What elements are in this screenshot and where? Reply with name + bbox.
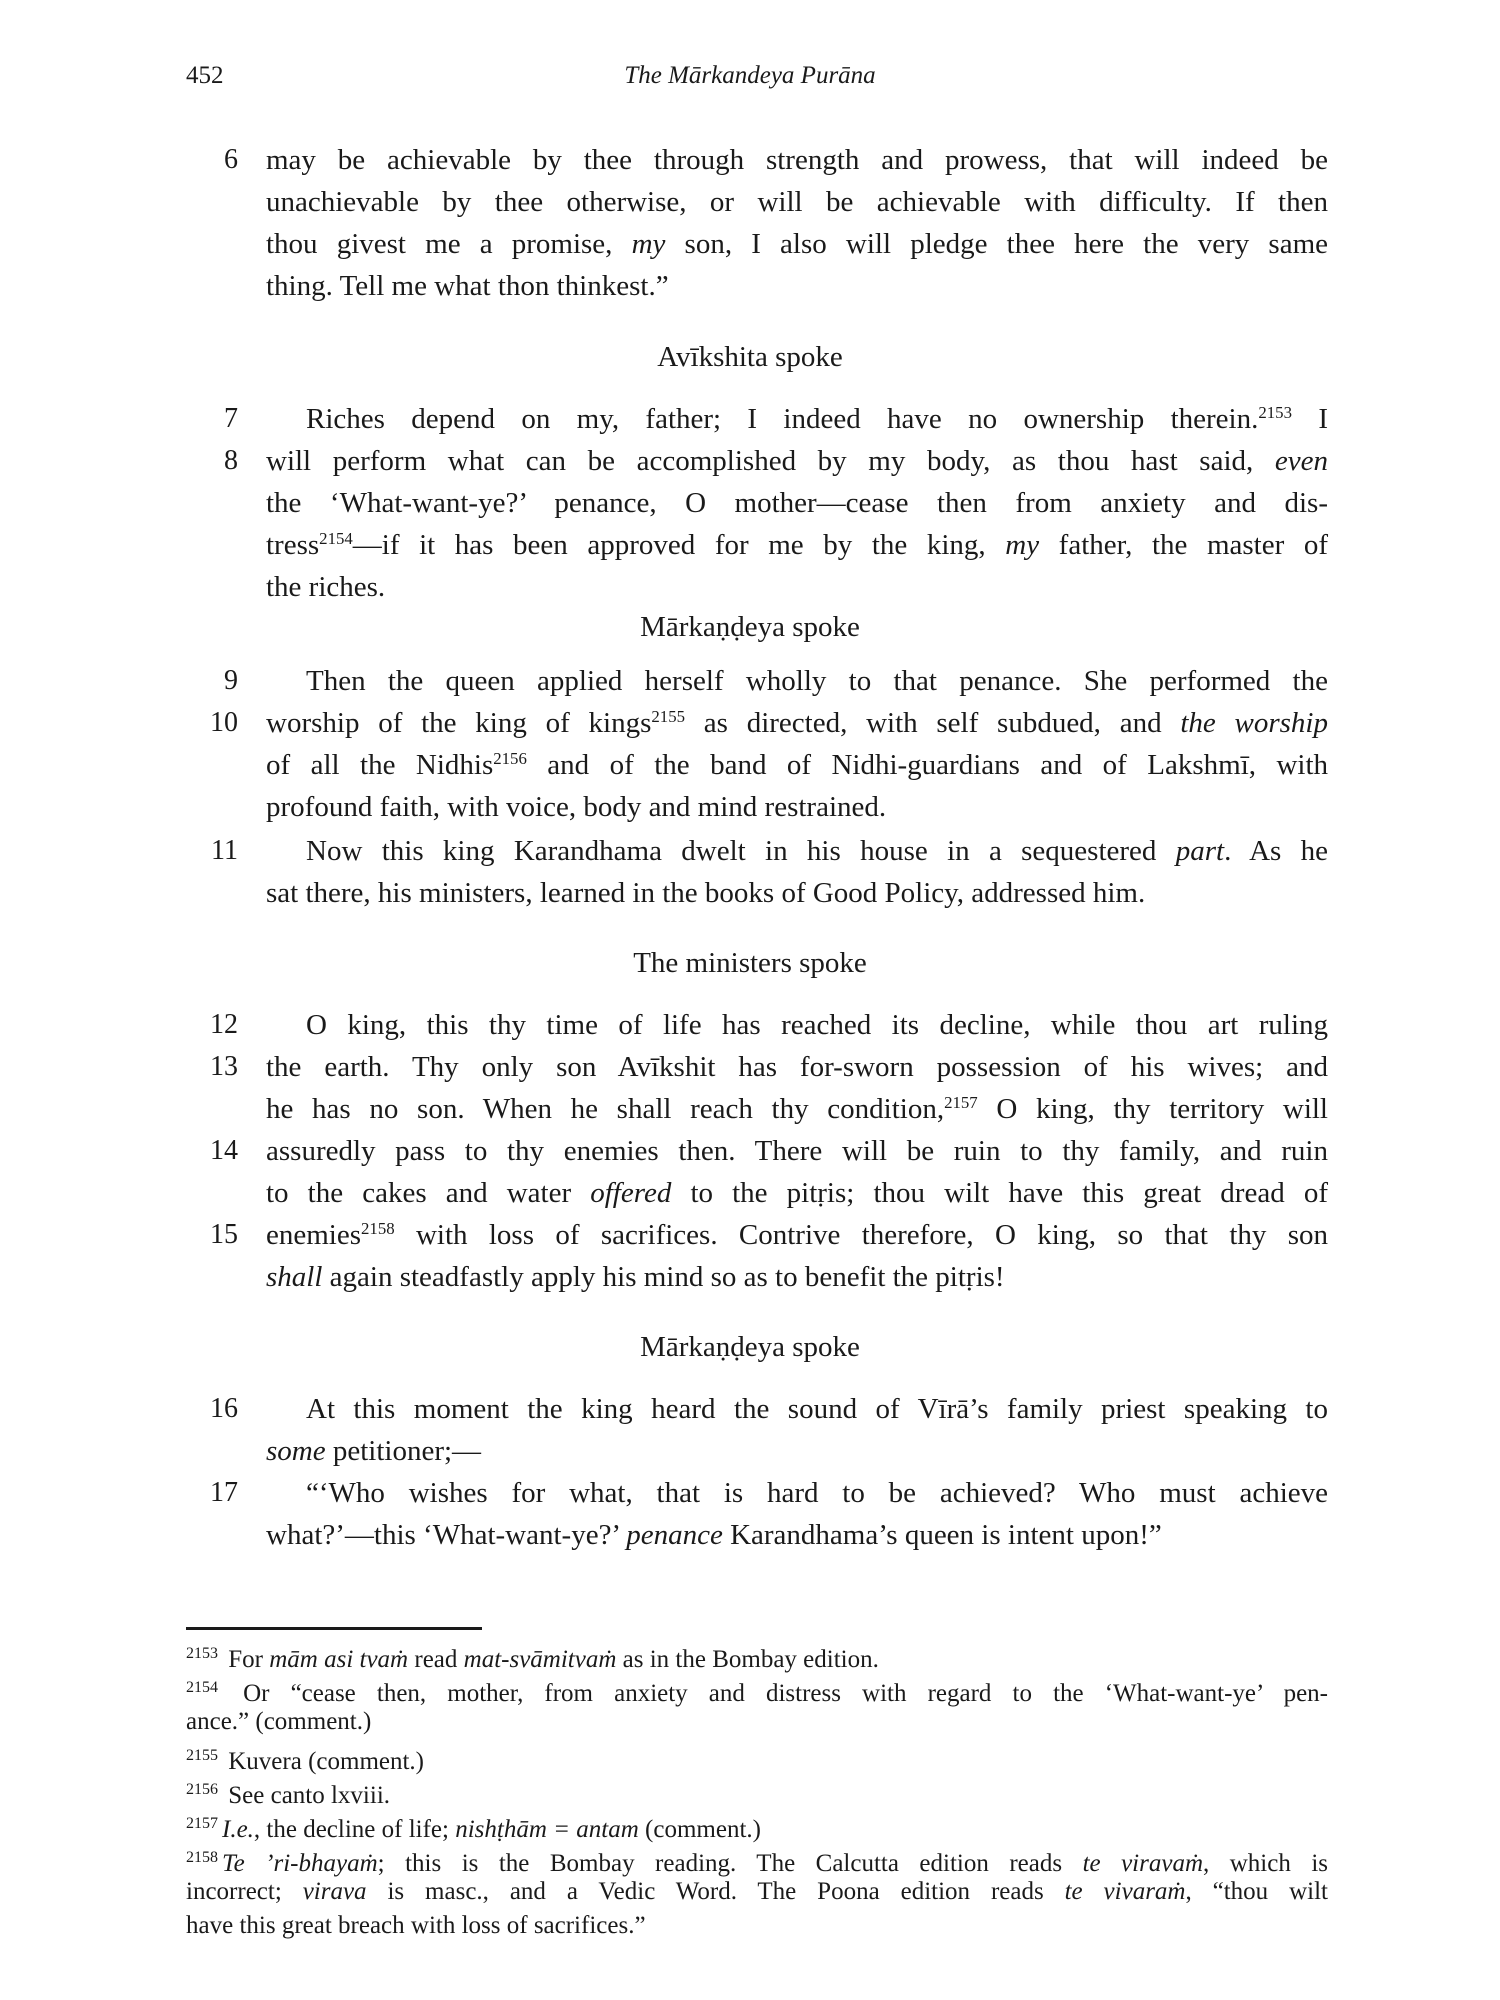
text-line: some petitioner;— <box>266 1435 482 1467</box>
verse-number: 17 <box>210 1477 238 1508</box>
text-line: what?’—this ‘What-want-ye?’ penance Karandhama’s queen is intent upon!” <box>266 1519 1162 1551</box>
text-line: thou givest me a promise, my son, I also will pledge thee here the very same <box>266 228 1328 260</box>
verse-number: 16 <box>210 1393 238 1424</box>
text-line: Then the queen applied herself wholly to that penance. She performed the <box>306 665 1328 697</box>
section-heading: The ministers spoke <box>633 947 867 979</box>
footnote: $^{2153}$ For mām asi tvaṁ read mat-svāmitvaṁ as in the Bombay edition. <box>186 1645 879 1673</box>
verse-number: 15 <box>210 1219 238 1250</box>
text-line: of all the Nidhis$^{2156}$ and of the band of Nidhi-guardians and of Lakshmī, with <box>266 748 1328 781</box>
text-line: may be achievable by thee through strength and prowess, that will indeed be <box>266 144 1328 176</box>
text-line: he has no son. When he shall reach thy condition,$^{2157}$ O king, thy territory will <box>266 1092 1328 1125</box>
footnote: $^{2156}$ See canto lxviii. <box>186 1781 391 1809</box>
text-line: the riches. <box>266 571 386 603</box>
verse-number: 11 <box>211 835 238 866</box>
text-line: At this moment the king heard the sound of Vīrā’s family priest speaking to <box>306 1393 1328 1425</box>
verse-number: 8 <box>224 445 238 476</box>
verse-number: 14 <box>210 1135 238 1166</box>
text-line: to the cakes and water offered to the pitṛis; thou wilt have this great dread of <box>266 1177 1328 1209</box>
text-line: worship of the king of kings$^{2155}$ as directed, with self subdued, and the worship <box>266 706 1328 739</box>
running-title: The Mārkandeya Purāna <box>624 62 876 89</box>
text-line: the earth. Thy only son Avīkshit has for-sworn possession of his wives; and <box>266 1051 1328 1083</box>
footnote-rule <box>186 1627 482 1630</box>
page-header <box>0 62 1500 102</box>
page-number: 452 <box>186 62 224 89</box>
section-heading: Mārkaṇḍeya spoke <box>640 1331 860 1363</box>
text-line: unachievable by thee otherwise, or will be achievable with difficulty. If then <box>266 186 1328 218</box>
footnote-continuation: incorrect; virava is masc., and a Vedic Word. The Poona edition reads te vivaraṁ, “thou wilt <box>186 1878 1328 1905</box>
section-heading: Mārkaṇḍeya spoke <box>640 611 860 643</box>
text-line: profound faith, with voice, body and mind restrained. <box>266 791 887 823</box>
text-line: will perform what can be accomplished by my body, as thou hast said, even <box>266 445 1328 477</box>
footnote: $^{2157}$ I.e., the decline of life; nishṭhām = antam (comment.) <box>186 1815 761 1843</box>
footnote-continuation: have this great breach with loss of sacrifices.” <box>186 1912 646 1939</box>
text-line: the ‘What-want-ye?’ penance, O mother—cease then from anxiety and dis- <box>266 487 1328 519</box>
text-line: Riches depend on my, father; I indeed have no ownership therein.$^{2153}$ I <box>306 402 1328 435</box>
footnote: $^{2158}$ Te ’ri-bhayaṁ; this is the Bombay reading. The Calcutta edition reads te viravaṁ, which is <box>186 1849 1328 1877</box>
verse-number: 6 <box>224 144 238 175</box>
footnote: $^{2154}$ Or “cease then, mother, from anxiety and distress with regard to the ‘What-want-ye’ pen- <box>186 1679 1328 1707</box>
text-line: assuredly pass to thy enemies then. There will be ruin to thy family, and ruin <box>266 1135 1328 1167</box>
text-line: tress$^{2154}$—if it has been approved for me by the king, my father, the master of <box>266 528 1329 561</box>
text-line: Now this king Karandhama dwelt in his house in a sequestered part. As he <box>306 835 1328 867</box>
footnote: $^{2155}$ Kuvera (comment.) <box>186 1747 425 1775</box>
verse-number: 12 <box>210 1009 238 1040</box>
text-line: enemies$^{2158}$ with loss of sacrifices. Contrive therefore, O king, so that thy son <box>266 1218 1328 1251</box>
text-line: “‘Who wishes for what, that is hard to be achieved? Who must achieve <box>306 1477 1328 1509</box>
footnote-continuation: ance.” (comment.) <box>186 1708 372 1735</box>
text-line: shall again steadfastly apply his mind so as to benefit the pitṛis! <box>266 1261 1005 1293</box>
text-line: O king, this thy time of life has reached its decline, while thou art ruling <box>306 1009 1328 1041</box>
text-line: thing. Tell me what thon thinkest.” <box>266 270 669 302</box>
verse-number: 7 <box>224 403 238 434</box>
verse-number: 9 <box>224 665 238 696</box>
section-heading: Avīkshita spoke <box>657 341 843 373</box>
text-line: sat there, his ministers, learned in the books of Good Policy, addressed him. <box>266 877 1146 909</box>
verse-number: 10 <box>210 707 238 738</box>
verse-number: 13 <box>210 1051 238 1082</box>
